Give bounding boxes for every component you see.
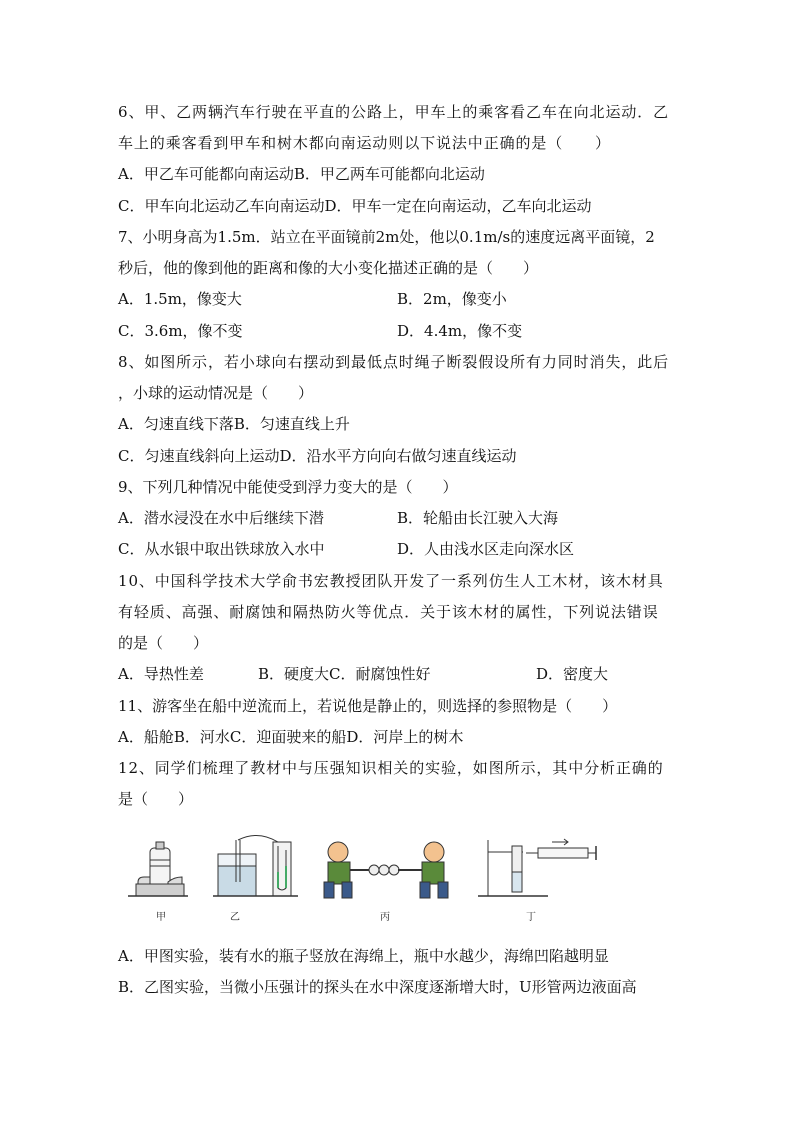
q10-stem-line1: 10、中国科学技术大学俞书宏教授团队开发了一系列仿生人工木材，该木材具 — [118, 572, 664, 590]
q6-options-cd: C．甲车向北运动乙车向南运动D．甲车一定在向南运动，乙车向北运动 — [118, 197, 592, 215]
figure-label-jia: 甲 — [156, 912, 166, 923]
q9-option-d: D．人由浅水区走向深水区 — [397, 540, 575, 558]
q11-options: A．船舱B．河水C．迎面驶来的船D．河岸上的树木 — [118, 728, 464, 746]
q10-stem-line2: 有轻质、高强、耐腐蚀和隔热防火等优点．关于该木材的属性，下列说法错误 — [118, 603, 659, 621]
q8-stem-line1: 8、如图所示，若小球向右摆动到最低点时绳子断裂假设所有力同时消失，此后 — [118, 353, 670, 371]
q7-option-c: C．3.6m，像不变 — [118, 322, 243, 340]
q6-stem-line2: 车上的乘客看到甲车和树木都向南运动则以下说法中正确的是（ ） — [118, 134, 611, 152]
q12-figure-drawing — [128, 832, 598, 912]
q12-stem-line1: 12、同学们梳理了教材中与压强知识相关的实验，如图所示，其中分析正确的 — [118, 759, 664, 777]
q9-stem: 9、下列几种情况中能使受到浮力变大的是（ ） — [118, 478, 458, 496]
q12-stem-line2: 是（ ） — [118, 790, 194, 808]
syringe-stand-illustration — [478, 839, 596, 896]
q7-stem-line1: 7、小明身高为1.5m．站立在平面镜前2m处，他以0.1m/s的速度远离平面镜，2 — [118, 228, 655, 246]
q9-option-c: C．从水银中取出铁球放入水中 — [118, 540, 325, 558]
figure-label-bing: 丙 — [380, 912, 390, 923]
q8-options-cd: C．匀速直线斜向上运动D．沿水平方向向右做匀速直线运动 — [118, 447, 517, 465]
q12-option-b: B．乙图实验，当微小压强计的探头在水中深度逐渐增大时，U形管两边液面高 — [118, 978, 637, 996]
q6-stem-line1: 6、甲、乙两辆汽车行驶在平直的公路上，甲车上的乘客看乙车在向北运动．乙 — [118, 103, 670, 121]
q10-option-bc: B．硬度大C．耐腐蚀性好 — [258, 665, 431, 683]
figure-label-ding: 丁 — [526, 912, 536, 923]
q10-option-d: D．密度大 — [536, 665, 609, 683]
bottle-on-sponge-illustration — [128, 842, 188, 896]
q7-option-d: D．4.4m，像不变 — [397, 322, 523, 340]
q10-stem-line3: 的是（ ） — [118, 634, 209, 652]
q9-option-b: B．轮船由长江驶入大海 — [397, 509, 559, 527]
q12-figure — [128, 832, 598, 927]
q6-options-ab: A．甲乙车可能都向南运动B．甲乙两车可能都向北运动 — [118, 165, 485, 183]
q9-option-a: A．潜水浸没在水中后继续下潜 — [118, 509, 324, 527]
q8-stem-line2: ，小球的运动情况是（ ） — [118, 384, 314, 402]
q11-stem: 11、游客坐在船中逆流而上，若说他是静止的，则选择的参照物是（ ） — [118, 697, 618, 715]
q7-stem-line2: 秒后，他的像到他的距离和像的大小变化描述正确的是（ ） — [118, 259, 539, 277]
pressure-gauge-illustration — [213, 835, 298, 896]
q8-options-ab: A．匀速直线下落B．匀速直线上升 — [118, 415, 350, 433]
magdeburg-tug-illustration — [324, 842, 448, 898]
figure-label-yi: 乙 — [230, 912, 240, 923]
q7-option-a: A．1.5m，像变大 — [118, 290, 242, 308]
q12-option-a: A．甲图实验，装有水的瓶子竖放在海绵上，瓶中水越少，海绵凹陷越明显 — [118, 947, 609, 965]
q7-option-b: B．2m，像变小 — [397, 290, 507, 308]
q10-option-a: A．导热性差 — [118, 665, 204, 683]
